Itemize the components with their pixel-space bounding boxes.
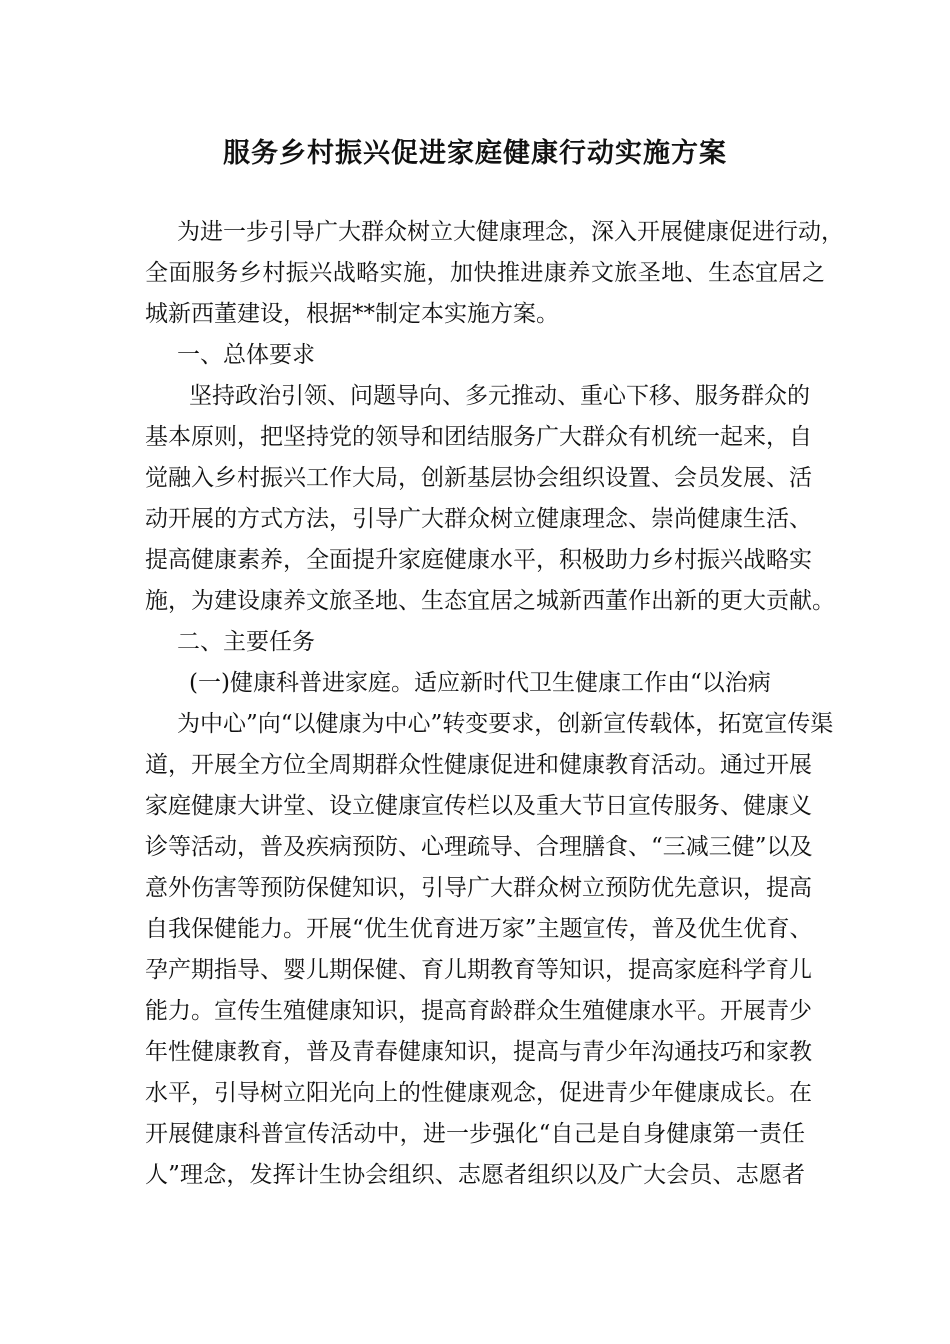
paragraph-line: 施，为建设康养文旅圣地、生态宜居之城新西董作出新的更大贡献。 xyxy=(145,588,835,614)
paragraph-line: 能力。宣传生殖健康知识，提高育龄群众生殖健康水平。开展青少 xyxy=(145,998,812,1024)
paragraph-line: 城新西董建设，根据**制定本实施方案。 xyxy=(145,301,559,327)
paragraph-line: 自我保健能力。开展“优生优育进万家”主题宣传，普及优生优育、 xyxy=(145,916,813,942)
section-heading-tasks: 二、主要任务 xyxy=(177,629,315,655)
paragraph-line: 开展健康科普宣传活动中，进一步强化“自己是自身健康第一责任 xyxy=(145,1121,805,1147)
paragraph-line: 诊等活动，普及疾病预防、心理疏导、合理膳食、“三减三健”以及 xyxy=(145,834,813,860)
paragraph-line: 人”理念，发挥计生协会组织、志愿者组织以及广大会员、志愿者 xyxy=(145,1162,805,1188)
paragraph-line: 全面服务乡村振兴战略实施，加快推进康养文旅圣地、生态宜居之 xyxy=(145,260,825,286)
paragraph-line: 觉融入乡村振兴工作大局，创新基层协会组织设置、会员发展、活 xyxy=(145,465,812,491)
paragraph-line: 家庭健康大讲堂、设立健康宣传栏以及重大节日宣传服务、健康义 xyxy=(145,793,812,819)
paragraph-line: 孕产期指导、婴儿期保健、育儿期教育等知识，提高家庭科学育儿 xyxy=(145,957,812,983)
paragraph-line: 为进一步引导广大群众树立大健康理念，深入开展健康促进行动， xyxy=(177,219,844,245)
paragraph-line: 为中心”向“以健康为中心”转变要求，创新宣传载体，拓宽宣传渠 xyxy=(177,711,834,737)
paragraph-line: 基本原则，把坚持党的领导和团结服务广大群众有机统一起来，自 xyxy=(145,424,812,450)
paragraph-line: 水平，引导树立阳光向上的性健康观念，促进青少年健康成长。在 xyxy=(145,1080,812,1106)
subsection-heading: (一)健康科普进家庭。适应新时代卫生健康工作由“以治病 xyxy=(189,670,771,696)
paragraph-line: 意外伤害等预防保健知识，引导广大群众树立预防优先意识，提高 xyxy=(145,875,812,901)
paragraph-line: 年性健康教育，普及青春健康知识，提高与青少年沟通技巧和家教 xyxy=(145,1039,812,1065)
section-heading-general: 一、总体要求 xyxy=(177,342,315,368)
paragraph-line: 动开展的方式方法，引导广大群众树立健康理念、崇尚健康生活、 xyxy=(145,506,812,532)
document-title: 服务乡村振兴促进家庭健康行动实施方案 xyxy=(223,138,727,169)
paragraph-line: 道，开展全方位全周期群众性健康促进和健康教育活动。通过开展 xyxy=(145,752,812,778)
paragraph-line: 提高健康素养，全面提升家庭健康水平，积极助力乡村振兴战略实 xyxy=(145,547,812,573)
paragraph-line: 坚持政治引领、问题导向、多元推动、重心下移、服务群众的 xyxy=(189,383,810,409)
